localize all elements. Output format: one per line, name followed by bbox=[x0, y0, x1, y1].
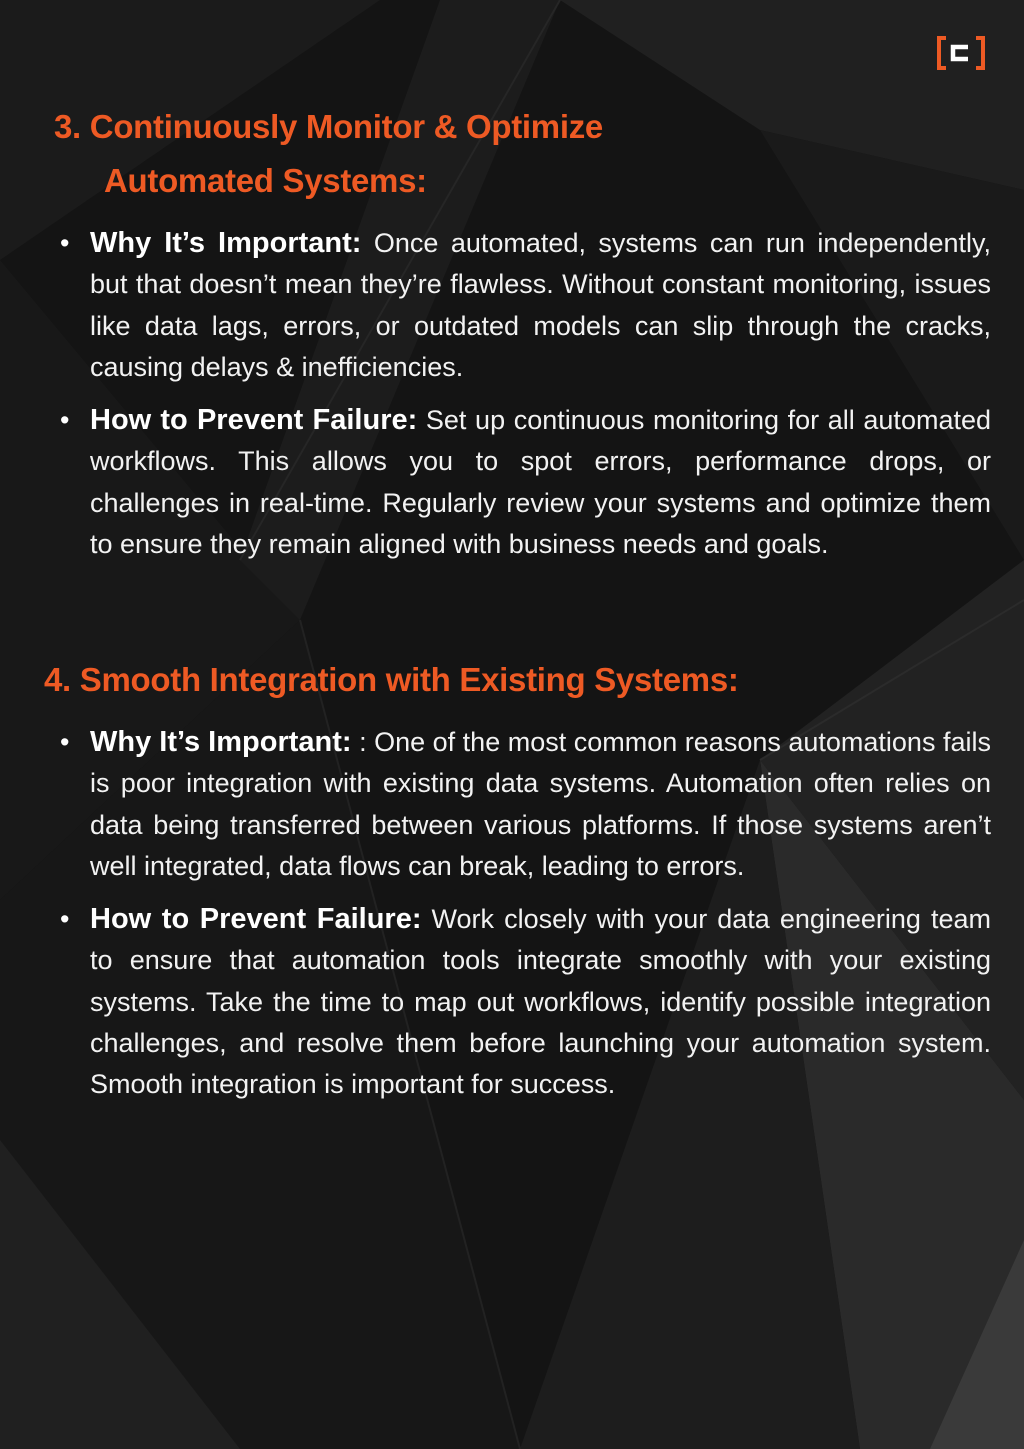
item-label: Why It’s Important: bbox=[90, 726, 352, 758]
item-text: : One of the most common reasons automations fails is poor integration with existing data systems. Automation often relies on data being transferred between various platforms. If those systems aren’t well integrated, data flows can break, leading to errors. bbox=[90, 727, 991, 881]
bullet-icon: • bbox=[60, 904, 70, 935]
section-4-number: 4. bbox=[44, 661, 71, 698]
list-item bbox=[60, 899, 991, 1105]
list-item bbox=[60, 223, 991, 388]
list-item bbox=[60, 400, 991, 565]
item-label: How to Prevent Failure: bbox=[90, 404, 418, 437]
section-3-title-line1: Continuously Monitor & Optimize bbox=[89, 108, 603, 145]
section-4-list bbox=[60, 722, 991, 1118]
bullet-icon: • bbox=[60, 727, 70, 757]
section-3-list bbox=[60, 223, 991, 577]
item-label: How to Prevent Failure: bbox=[90, 903, 422, 936]
item-text: Set up continuous monitoring for all automated workflows. This allows you to spot errors, performance drops, or challenges in real-time. Regularly review your systems and optimize them to ensure they remain aligned with business needs and goals. bbox=[90, 405, 991, 560]
section-3-number: 3. bbox=[54, 108, 81, 145]
bullet-icon: • bbox=[60, 228, 70, 258]
bullet-icon: • bbox=[60, 405, 70, 436]
section-4-heading bbox=[44, 653, 739, 707]
section-3-title-line2: Automated Systems: bbox=[104, 162, 427, 199]
item-text: Work closely with your data engineering team to ensure that automation tools integrate smoothly with your existing systems. Take the time to map out workflows, identify possible integration challenges, and resolve them before launching your automation system. Smooth integration is important for success. bbox=[90, 904, 991, 1100]
item-label: Why It’s Important: bbox=[90, 227, 362, 259]
list-item bbox=[60, 722, 991, 887]
section-3-heading bbox=[54, 100, 603, 208]
item-text: Once automated, systems can run independently, but that doesn’t mean they’re flawless. Without constant monitoring, issues like data lags, errors, or outdated models can slip through the cracks, causing delays & inefficiencies. bbox=[90, 228, 991, 382]
bracket-c-logo-icon bbox=[936, 36, 986, 70]
section-4-title: Smooth Integration with Existing Systems: bbox=[79, 661, 739, 698]
